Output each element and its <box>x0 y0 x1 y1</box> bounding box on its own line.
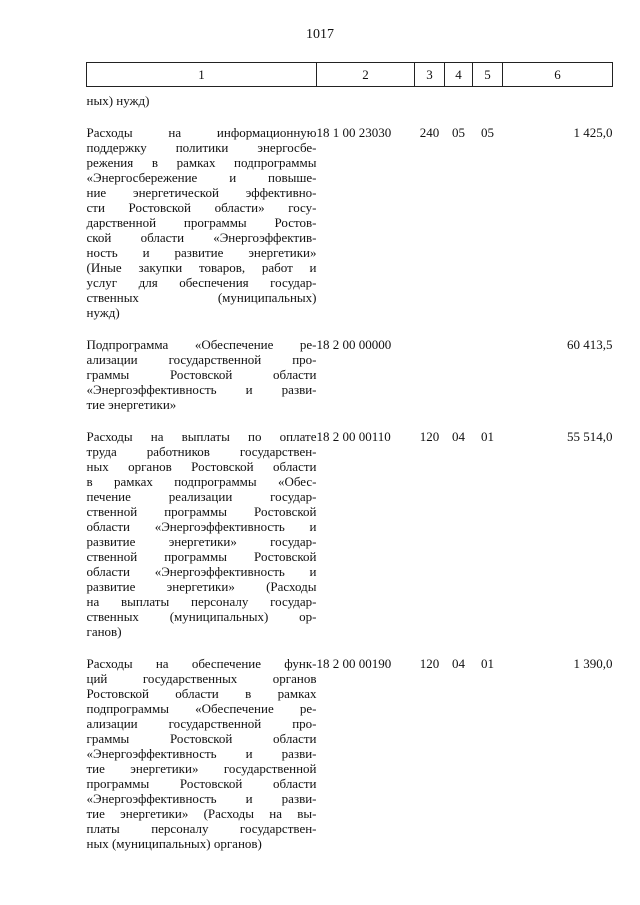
description-line: области «Энергоэффективность и <box>86 519 317 534</box>
row-vr: 120 <box>419 429 440 444</box>
row-code: 18 2 00 00000 <box>316 337 392 352</box>
description-line: ственной программы Ростовской <box>86 504 317 519</box>
description-line: Расходы на обеспечение функ- <box>86 656 317 671</box>
description-line: ализации государственной про- <box>86 716 317 731</box>
description-line: «Энергосбережение и повыше- <box>86 170 317 185</box>
column-header: 3 <box>415 63 445 87</box>
row-code: 18 1 00 23030 <box>316 125 392 140</box>
description-line: режения в рамках подпрограммы <box>86 155 317 170</box>
description-line: (Иные закупки товаров, работ и <box>86 260 317 275</box>
description-line: граммы Ростовской области <box>86 731 317 746</box>
description-line: ственных (муниципальных) <box>86 290 317 305</box>
description-line: в рамках подпрограммы «Обес- <box>86 474 317 489</box>
row-amount: 60 413,5 <box>567 337 613 352</box>
row-spacer <box>87 412 613 429</box>
budget-table <box>86 62 613 851</box>
row-vr: 240 <box>419 125 440 140</box>
column-header: 6 <box>503 63 613 87</box>
page-number: 1017 <box>306 27 334 42</box>
description-line: Подпрограмма «Обеспечение ре- <box>86 337 317 352</box>
description-line: сти Ростовской области» госу- <box>86 200 317 215</box>
description-line: ность и развитие энергетики» <box>86 245 317 260</box>
description-line: программы Ростовской области <box>86 776 317 791</box>
description-line: ской области «Энергоэффектив- <box>86 230 317 245</box>
column-header: 4 <box>445 63 473 87</box>
description-line: граммы Ростовской области <box>86 367 317 382</box>
row-spacer <box>87 108 613 125</box>
continuation-text: ных) нужд) <box>86 93 150 108</box>
description-line: дарственной программы Ростов- <box>86 215 317 230</box>
row-vr: 120 <box>419 656 440 671</box>
row-code: 18 2 00 00110 <box>316 429 391 444</box>
column-header: 1 <box>87 63 317 87</box>
description-line: ственной программы Ростовской <box>86 549 317 564</box>
description-line: ние энергетической эффективно- <box>86 185 317 200</box>
table-row <box>87 656 613 851</box>
row-pr: 01 <box>481 656 494 671</box>
description-line: на выплаты персоналу государ- <box>86 594 317 609</box>
table-header-row <box>87 63 613 87</box>
continuation-row <box>87 87 613 109</box>
description-line: тие энергетики» государственной <box>86 761 317 776</box>
row-vr <box>415 337 445 412</box>
description-line: Расходы на выплаты по оплате <box>86 429 317 444</box>
row-description <box>87 656 317 851</box>
description-line: ализации государственной про- <box>86 352 317 367</box>
row-amount: 55 514,0 <box>567 429 613 444</box>
row-spacer <box>87 320 613 337</box>
description-line: Расходы на информационную <box>86 125 317 140</box>
description-line: поддержку политики энергосбе- <box>86 140 317 155</box>
description-line: области «Энергоэффективность и <box>86 564 317 579</box>
description-line: ных органов Ростовской области <box>86 459 317 474</box>
description-line: ных (муниципальных) органов) <box>86 836 262 851</box>
description-line: тие энергетики» <box>86 397 177 412</box>
column-header: 2 <box>317 63 415 87</box>
description-line: платы персоналу государствен- <box>86 821 317 836</box>
table-row <box>87 125 613 320</box>
row-description <box>87 125 317 320</box>
description-line: «Энергоэффективность и разви- <box>86 382 317 397</box>
row-rz: 04 <box>452 656 465 671</box>
row-rz <box>445 337 473 412</box>
description-line: ганов) <box>86 624 122 639</box>
description-line: Ростовской области в рамках <box>86 686 317 701</box>
description-line: ственных (муниципальных) ор- <box>86 609 317 624</box>
row-rz: 04 <box>452 429 465 444</box>
description-line: подпрограммы «Обеспечение ре- <box>86 701 317 716</box>
description-line: услуг для обеспечения государ- <box>86 275 317 290</box>
column-header: 5 <box>473 63 503 87</box>
description-line: развитие энергетики» государ- <box>86 534 317 549</box>
description-line: развитие энергетики» (Расходы <box>86 579 317 594</box>
description-line: печение реализации государ- <box>86 489 317 504</box>
row-code: 18 2 00 00190 <box>316 656 392 671</box>
description-line: нужд) <box>86 305 120 320</box>
row-amount: 1 425,0 <box>573 125 613 140</box>
row-description <box>87 337 317 412</box>
description-line: труда работников государствен- <box>86 444 317 459</box>
row-amount: 1 390,0 <box>573 656 613 671</box>
description-line: «Энергоэффективность и разви- <box>86 791 317 806</box>
table-row <box>87 429 613 639</box>
row-pr <box>473 337 503 412</box>
table-row <box>87 337 613 412</box>
row-pr: 05 <box>481 125 494 140</box>
description-line: «Энергоэффективность и разви- <box>86 746 317 761</box>
description-line: ций государственных органов <box>86 671 317 686</box>
row-spacer <box>87 639 613 656</box>
row-description <box>87 429 317 639</box>
row-pr: 01 <box>481 429 494 444</box>
row-rz: 05 <box>452 125 465 140</box>
description-line: тие энергетики» (Расходы на вы- <box>86 806 317 821</box>
